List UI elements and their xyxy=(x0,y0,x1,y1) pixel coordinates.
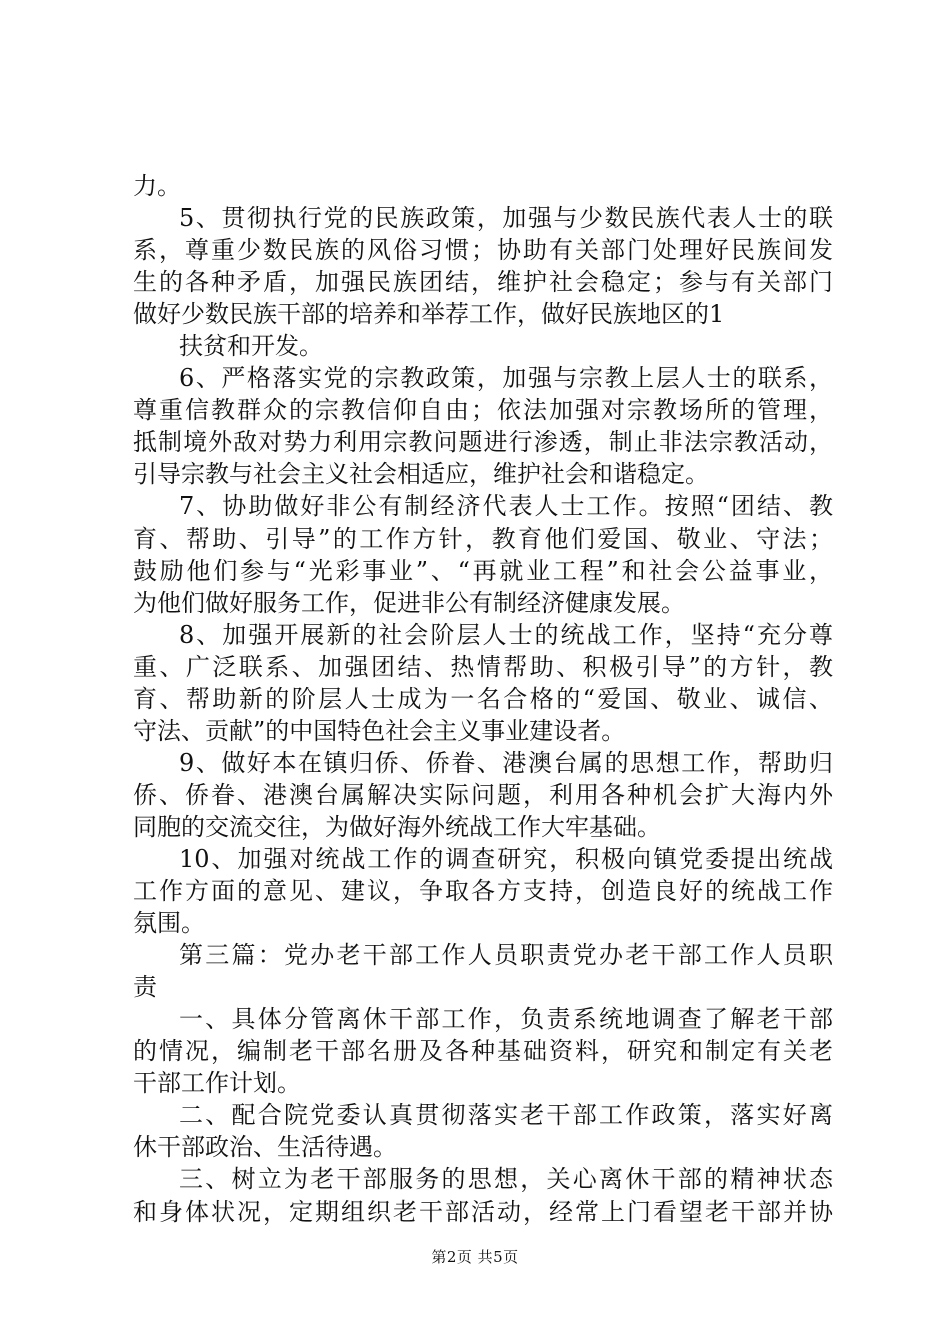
text-line: 6、严格落实党的宗教政策，加强与宗教上层人士的联系， xyxy=(179,364,833,393)
text-line: 工作方面的意见、建议，争取各方支持，创造良好的统战工作 xyxy=(133,877,833,906)
text-line: 扶贫和开发。 xyxy=(179,332,323,361)
document-body xyxy=(133,170,833,1228)
text-line: 抵制境外敌对势力利用宗教问题进行渗透，制止非法宗教活动， xyxy=(133,428,833,457)
text-line: 三、树立为老干部服务的思想，关心离休干部的精神状态 xyxy=(179,1165,833,1194)
text-line: 休干部政治、生活待遇。 xyxy=(133,1133,397,1162)
text-line: 生的各种矛盾，加强民族团结，维护社会稳定；参与有关部门 xyxy=(133,268,833,297)
text-line: 重、广泛联系、加强团结、热情帮助、积极引导”的方针，教 xyxy=(133,652,833,681)
text-line: 侨、侨眷、港澳台属解决实际问题，利用各种机会扩大海内外 xyxy=(133,780,833,809)
text-line: 氛围。 xyxy=(133,909,205,938)
text-line: 育、帮助、引导”的工作方针，教育他们爱国、敬业、守法； xyxy=(133,524,833,553)
page-number-footer: 第2页 共5页 xyxy=(431,1248,519,1266)
text-line: 7、协助做好非公有制经济代表人士工作。按照“团结、教 xyxy=(179,492,833,521)
text-line: 育、帮助新的阶层人士成为一名合格的“爱国、敬业、诚信、 xyxy=(133,684,833,713)
text-line: 10、加强对统战工作的调查研究，积极向镇党委提出统战 xyxy=(179,844,833,873)
text-line: 一、具体分管离休干部工作，负责系统地调查了解老干部 xyxy=(179,1005,833,1034)
text-line: 尊重信教群众的宗教信仰自由；依法加强对宗教场所的管理， xyxy=(133,396,833,425)
text-line: 二、配合院党委认真贯彻落实老干部工作政策，落实好离 xyxy=(179,1101,833,1130)
section-heading-continuation: 责 xyxy=(133,973,157,1002)
text-line: 引导宗教与社会主义社会相适应，维护社会和谐稳定。 xyxy=(133,460,709,489)
text-line: 鼓励他们参与“光彩事业”、“再就业工程”和社会公益事业， xyxy=(133,556,833,585)
text-line: 守法、贡献”的中国特色社会主义事业建设者。 xyxy=(133,716,626,745)
text-line: 的情况，编制老干部名册及各种基础资料，研究和制定有关老 xyxy=(133,1037,833,1066)
text-line: 力。 xyxy=(133,172,181,200)
text-line: 和身体状况，定期组织老干部活动，经常上门看望老干部并协 xyxy=(133,1197,833,1226)
text-line: 9、做好本在镇归侨、侨眷、港澳台属的思想工作，帮助归 xyxy=(179,748,833,777)
section-heading: 第三篇：党办老干部工作人员职责党办老干部工作人员职 xyxy=(179,941,833,970)
text-line: 5、贯彻执行党的民族政策，加强与少数民族代表人士的联 xyxy=(179,204,833,233)
text-line: 8、加强开展新的社会阶层人士的统战工作，坚持“充分尊 xyxy=(179,620,833,649)
text-line: 做好少数民族干部的培养和举荐工作，做好民族地区的1 xyxy=(133,300,725,329)
text-line: 为他们做好服务工作，促进非公有制经济健康发展。 xyxy=(133,588,685,617)
text-line: 系，尊重少数民族的风俗习惯；协助有关部门处理好民族间发 xyxy=(133,236,833,265)
text-line: 干部工作计划。 xyxy=(133,1069,301,1098)
text-line: 同胞的交流交往，为做好海外统战工作大牢基础。 xyxy=(133,812,661,841)
